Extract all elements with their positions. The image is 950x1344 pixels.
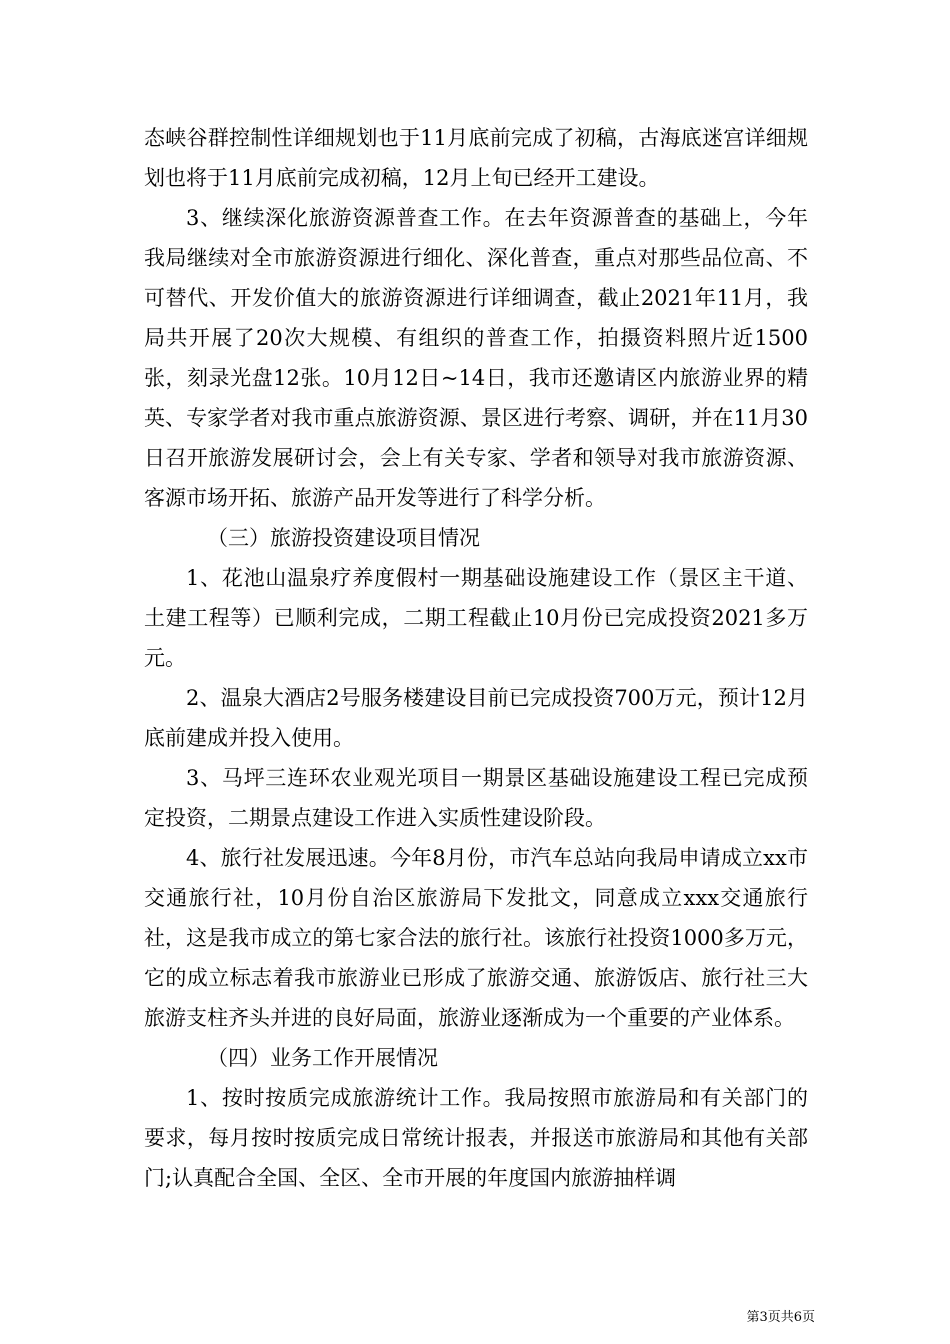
paragraph-maping: 3、马坪三连环农业观光项目一期景区基础设施建设工程已完成预定投资，二期景点建设工作进入实质性建设阶段。 bbox=[144, 766, 808, 830]
section-heading-investment: （三）旅游投资建设项目情况 bbox=[207, 526, 480, 550]
paragraph-huachishan: 1、花池山温泉疗养度假村一期基础设施建设工作（景区主干道、土建工程等）已顺利完成，二期工程截止10月份已完成投资2021多万元。 bbox=[144, 566, 808, 670]
paragraph-continuation: 态峡谷群控制性详细规划也于11月底前完成了初稿，古海底迷宫详细规划也将于11月底前完成初稿，12月上旬已经开工建设。 bbox=[144, 126, 808, 190]
document-body bbox=[144, 118, 808, 1198]
section-heading-operations: （四）业务工作开展情况 bbox=[207, 1046, 438, 1070]
paragraph-resource-survey: 3、继续深化旅游资源普查工作。在去年资源普查的基础上，今年我局继续对全市旅游资源进行细化、深化普查，重点对那些品位高、不可替代、开发价值大的旅游资源进行详细调查，截止2021年11月，我局共开展了20次大规模、有组织的普查工作，拍摄资料照片近1500张，刻录光盘12张。10月12日~14日，我市还邀请区内旅游业界的精英、专家学者对我市重点旅游资源、景区进行考察、调研，并在11月30日召开旅游发展研讨会，会上有关专家、学者和领导对我市旅游资源、客源市场开拓、旅游产品开发等进行了科学分析。 bbox=[144, 206, 808, 510]
page-number: 第3页共6页 bbox=[746, 1310, 815, 1325]
paragraph-hotel: 2、温泉大酒店2号服务楼建设目前已完成投资700万元，预计12月底前建成并投入使用。 bbox=[144, 686, 808, 750]
paragraph-statistics: 1、按时按质完成旅游统计工作。我局按照市旅游局和有关部门的要求，每月按时按质完成日常统计报表，并报送市旅游局和其他有关部门;认真配合全国、全区、全市开展的年度国内旅游抽样调 bbox=[144, 1086, 808, 1190]
paragraph-travel-agency: 4、旅行社发展迅速。今年8月份，市汽车总站向我局申请成立xx市交通旅行社，10月份自治区旅游局下发批文，同意成立xxx交通旅行社，这是我市成立的第七家合法的旅行社。该旅行社投资1000多万元，它的成立标志着我市旅游业已形成了旅游交通、旅游饭店、旅行社三大旅游支柱齐头并进的良好局面，旅游业逐渐成为一个重要的产业体系。 bbox=[144, 846, 808, 1030]
